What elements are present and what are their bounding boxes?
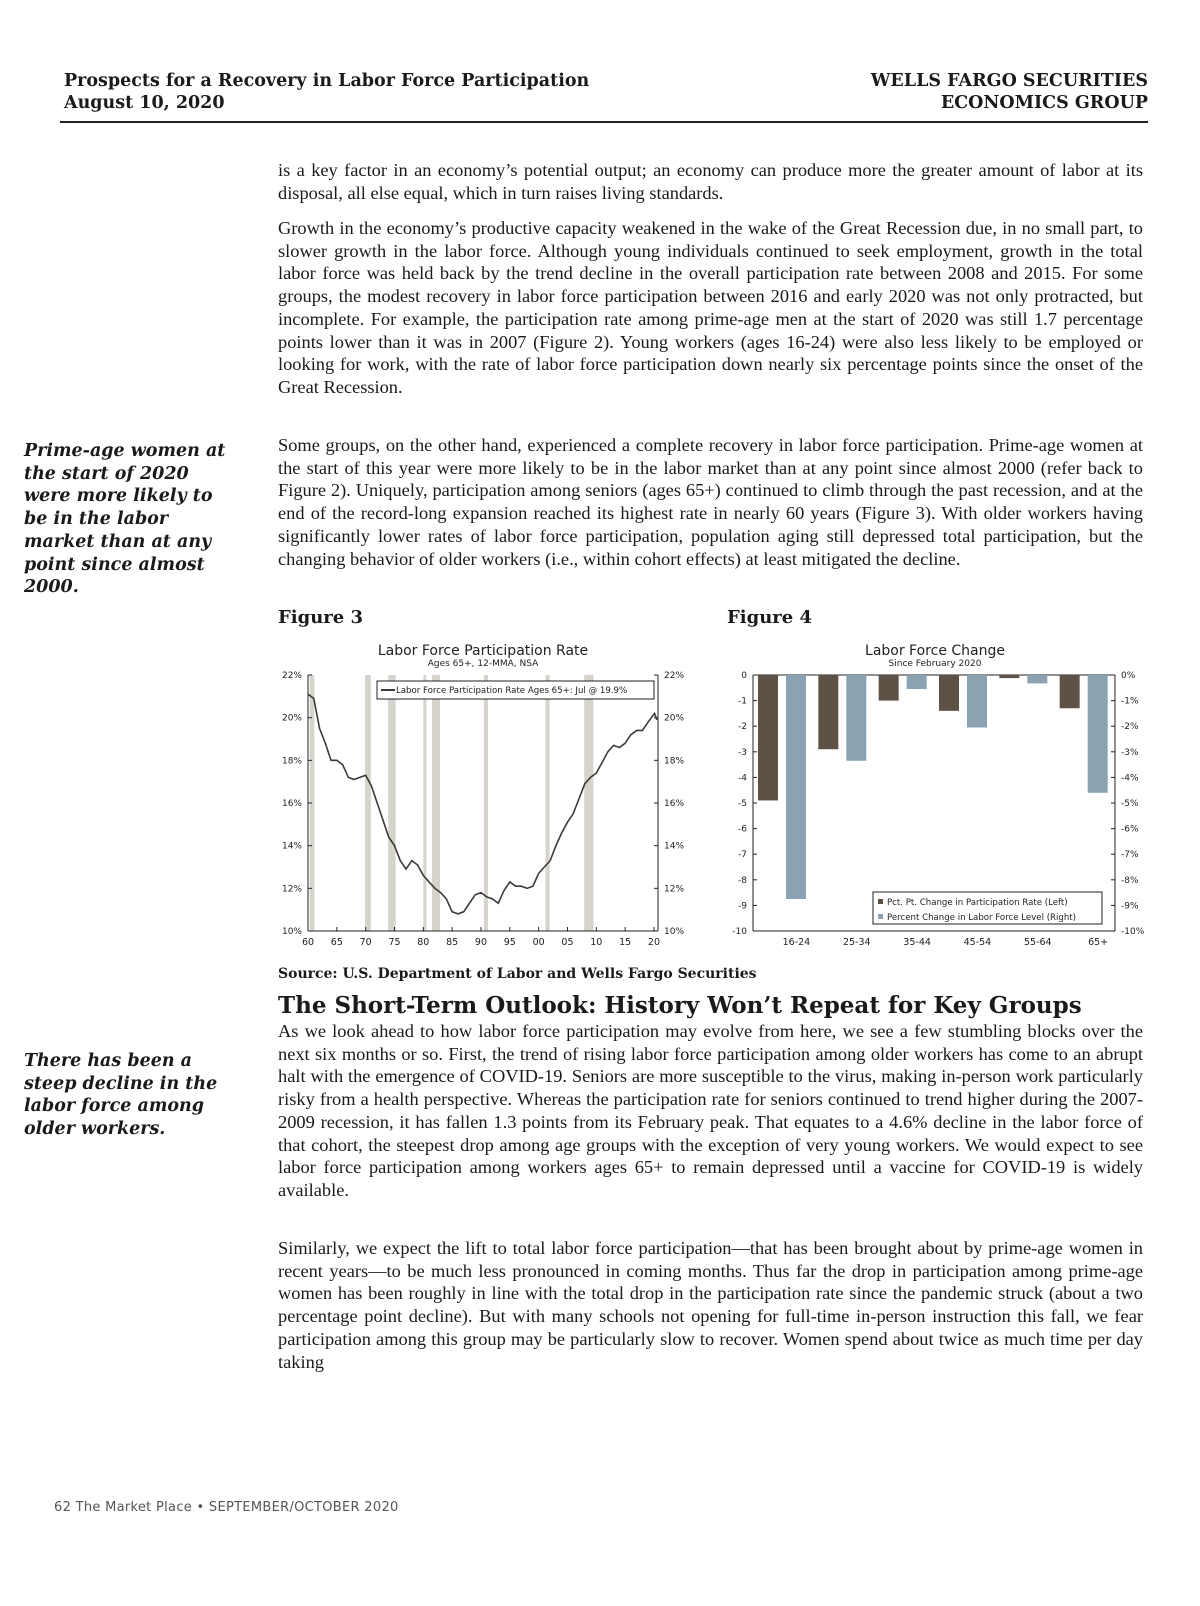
x-tick-label: 20 xyxy=(647,937,661,948)
y-tick-label-right: -8% xyxy=(1121,875,1139,886)
series-line xyxy=(308,694,657,914)
y-tick-label-right: -6% xyxy=(1121,824,1139,835)
x-tick-label: 10 xyxy=(590,937,603,948)
x-tick-label: 16-24 xyxy=(782,937,811,948)
sidenote: Prime-age women at the start of 2020 were more likely to be in the labor market than at any point since almost 2000. xyxy=(24,441,226,598)
report-header-left xyxy=(64,70,589,114)
recession-band xyxy=(432,675,440,931)
y-tick-label-left: -1 xyxy=(738,696,747,707)
x-tick-label: 90 xyxy=(474,937,488,948)
x-tick-label: 85 xyxy=(446,937,459,948)
y-tick-label-right: -1% xyxy=(1121,696,1139,707)
x-tick-label: 00 xyxy=(532,937,545,948)
chart-title: Labor Force Participation Rate xyxy=(377,643,589,659)
section-heading: The Short-Term Outlook: History Won’t Repeat for Key Groups xyxy=(278,992,1082,1019)
header-rule xyxy=(60,121,1148,123)
y-tick-label-left: -2 xyxy=(738,722,747,733)
bar-labor-force-level xyxy=(907,675,927,689)
recession-band xyxy=(423,675,426,931)
y-tick-label-right: 12% xyxy=(664,884,685,895)
report-date: August 10, 2020 xyxy=(64,93,225,113)
bar-labor-force-level xyxy=(786,675,806,899)
page-footer: 62 The Market Place • SEPTEMBER/OCTOBER 2020 xyxy=(54,1500,399,1515)
recession-band xyxy=(388,675,395,931)
bar-participation-rate xyxy=(879,675,899,701)
x-tick-label: 15 xyxy=(619,937,632,948)
x-tick-label: 45-54 xyxy=(963,937,992,948)
bar-participation-rate xyxy=(818,675,838,749)
recession-band xyxy=(546,675,550,931)
bar-labor-force-level xyxy=(1027,675,1047,683)
sidenote: There has been a steep decline in the labor force among older workers. xyxy=(24,1051,218,1140)
paragraph: is a key factor in an economy’s potential output; an economy can produce more the greater amount of labor at its disposal, all else equal, which in turn raises living standards. xyxy=(278,160,1143,203)
y-tick-label-right: 22% xyxy=(664,671,685,681)
x-tick-label: 55-64 xyxy=(1023,937,1052,948)
figure-4-bar-chart xyxy=(720,636,1160,956)
x-tick-label: 75 xyxy=(388,937,401,948)
y-tick-label-left: -3 xyxy=(738,747,747,758)
y-tick-label-left: -8 xyxy=(738,875,747,886)
report-header-right xyxy=(871,70,1148,114)
y-tick-label-left: 20% xyxy=(281,713,302,724)
y-tick-label-right: 18% xyxy=(664,756,685,767)
x-tick-label: 65+ xyxy=(1088,937,1109,948)
y-tick-label-left: 14% xyxy=(281,841,302,852)
y-tick-label-right: 10% xyxy=(664,927,685,937)
figure-3-label: Figure 3 xyxy=(278,607,364,628)
paragraph: Similarly, we expect the lift to total labor force participation—that has been brought about by prime-age women in recent years—to be much less pronounced in coming months. Thus far the drop in participation among prime-age women has been roughly in line with the total drop in the participation rate since the pandemic struck (about a two percentage point decline). But with many schools not opening for full-time in-person instruction this fall, we fear participation among this group may be particularly slow to recover. Women spend about twice as much time per day taking xyxy=(278,1238,1143,1372)
x-tick-label: 95 xyxy=(503,937,516,948)
y-tick-label-right: 16% xyxy=(664,799,685,809)
paragraph: As we look ahead to how labor force participation may evolve from here, we see a few stumbling blocks over the next six months or so. First, the trend of rising labor force participation among older workers has come to an abrupt halt with the emergence of COVID-19. Seniors are more susceptible to the virus, making in-person work particularly risky from a health perspective. Whereas the participation rate for seniors continued to trend higher during the 2007-2009 recession, it has fallen 1.3 points from its February peak. That equates to a 4.6% decline in the labor force of that cohort, the steepest drop among age groups with the exception of very young workers. We would expect to see labor force participation among workers ages 65+ to remain depressed until a vaccine for COVID-19 is widely available. xyxy=(278,1021,1143,1200)
y-tick-label-right: -10% xyxy=(1121,927,1145,937)
bar-labor-force-level xyxy=(846,675,866,761)
y-tick-label-left: -9 xyxy=(738,901,747,912)
x-tick-label: 25-34 xyxy=(842,937,871,948)
bar-participation-rate xyxy=(758,675,778,800)
y-tick-label-left: -7 xyxy=(738,850,747,861)
y-tick-label-right: 14% xyxy=(664,841,685,852)
y-tick-label-right: -3% xyxy=(1121,747,1139,758)
y-tick-label-right: -9% xyxy=(1121,901,1139,912)
x-tick-label: 70 xyxy=(359,937,372,948)
source-note: Source: U.S. Department of Labor and Wells Fargo Securities xyxy=(278,966,757,982)
report-title: Prospects for a Recovery in Labor Force Participation xyxy=(64,71,590,91)
paragraph: Some groups, on the other hand, experienced a complete recovery in labor force participation. Prime-age women at the start of this year were more likely to be in the labor market than at any point since almost 2000 (refer back to Figure 2). Uniquely, participation among seniors (ages 65+) continued to climb through the past recession, and at the end of the record-long expansion reached its highest rate in nearly 60 years (Figure 3). With older workers having significantly lower rates of labor force participation, population aging still depressed total participation, but the changing behavior of older workers (i.e., within cohort effects) at least mitigated the decline. xyxy=(278,435,1143,569)
x-tick-label: 35-44 xyxy=(903,937,931,948)
legend-swatch xyxy=(878,899,883,904)
y-tick-label-right: -7% xyxy=(1121,850,1139,861)
y-tick-label-left: 0 xyxy=(741,671,747,681)
chart-title: Labor Force Change xyxy=(865,643,1005,659)
chart-subtitle: Since February 2020 xyxy=(888,659,982,669)
figure-4-label: Figure 4 xyxy=(727,607,813,628)
y-tick-label-left: 12% xyxy=(281,884,302,895)
y-tick-label-left: -5 xyxy=(738,799,747,809)
paragraph: Growth in the economy’s productive capacity weakened in the wake of the Great Recession due, in no small part, to slower growth in the labor force. Although young individuals continued to seek employment, growth in the total labor force was held back by the trend decline in the overall participation rate between 2008 and 2015. For some groups, the modest recovery in labor force participation between 2016 and early 2020 was not only protracted, but incomplete. For example, the participation rate among prime-age men at the start of 2020 was still 1.7 percentage points lower than it was in 2007 (Figure 2). Young workers (ages 16-24) were also less likely to be employed or looking for work, with the rate of labor force participation down nearly six percentage points since the onset of the Great Recession. xyxy=(278,218,1143,397)
bar-labor-force-level xyxy=(967,675,987,727)
y-tick-label-left: -4 xyxy=(738,773,747,784)
y-tick-label-right: 0% xyxy=(1121,671,1136,681)
y-tick-label-left: 16% xyxy=(281,799,302,809)
y-tick-label-right: -2% xyxy=(1121,722,1139,733)
legend-label: Pct. Pt. Change in Participation Rate (Left) xyxy=(887,898,1068,908)
x-tick-label: 65 xyxy=(330,937,343,948)
recession-band xyxy=(484,675,488,931)
org-name: WELLS FARGO SECURITIES xyxy=(870,71,1148,91)
y-tick-label-right: 20% xyxy=(664,713,685,724)
y-tick-label-right: -4% xyxy=(1121,773,1139,784)
y-tick-label-left: 18% xyxy=(281,756,302,767)
bar-participation-rate xyxy=(939,675,959,711)
x-tick-label: 80 xyxy=(417,937,430,948)
legend-label: Labor Force Participation Rate Ages 65+: Jul @ 19.9% xyxy=(396,686,628,696)
y-tick-label-left: -6 xyxy=(738,824,747,835)
org-group: ECONOMICS GROUP xyxy=(940,93,1148,113)
figure-3-line-chart xyxy=(270,636,710,956)
legend-swatch xyxy=(878,914,883,919)
bar-participation-rate xyxy=(1060,675,1080,708)
recession-band xyxy=(584,675,593,931)
chart-subtitle: Ages 65+, 12-MMA, NSA xyxy=(427,659,539,669)
recession-band xyxy=(365,675,371,931)
y-tick-label-right: -5% xyxy=(1121,799,1139,809)
y-tick-label-left: 10% xyxy=(281,927,302,937)
x-tick-label: 05 xyxy=(561,937,574,948)
y-tick-label-left: 22% xyxy=(281,671,302,681)
legend-label: Percent Change in Labor Force Level (Right) xyxy=(887,913,1077,923)
bar-participation-rate xyxy=(999,675,1019,678)
x-tick-label: 60 xyxy=(301,937,315,948)
bar-labor-force-level xyxy=(1088,675,1108,793)
y-tick-label-left: -10 xyxy=(732,927,747,937)
